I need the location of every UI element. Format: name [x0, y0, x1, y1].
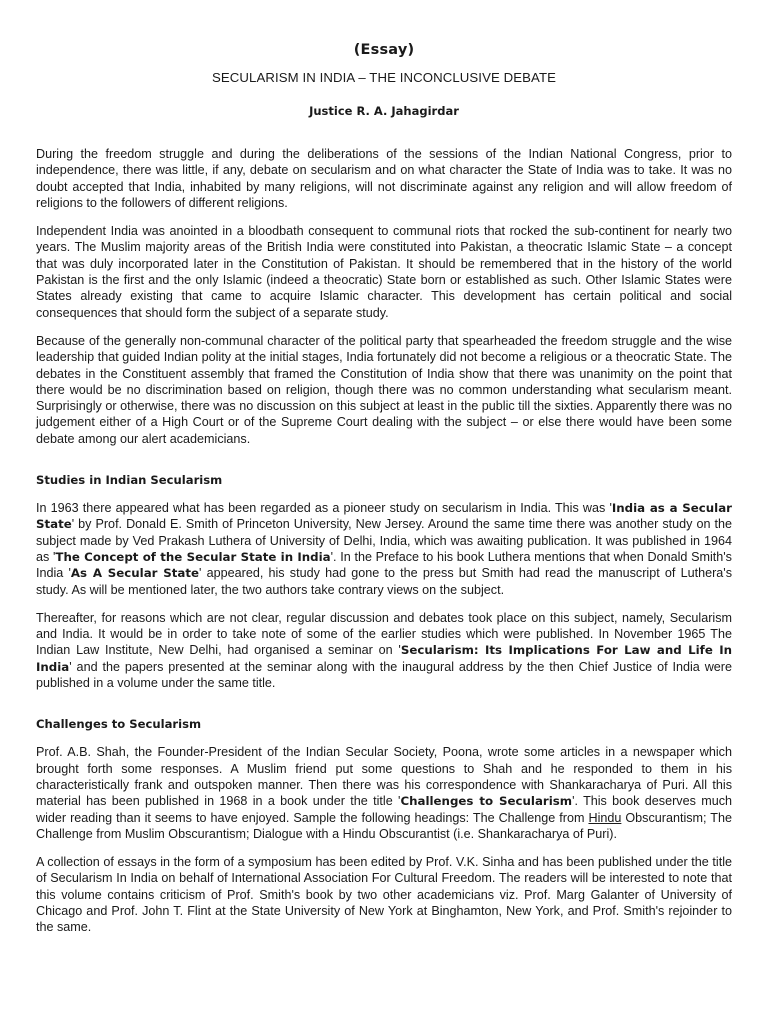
section-heading-studies: Studies in Indian Secularism — [36, 473, 223, 488]
challenges-paragraph-1 — [36, 744, 732, 842]
author-byline: Justice R. A. Jahagirdar — [309, 104, 459, 118]
text-run: Thereafter, for reasons which are not clear, regular discussion and debates took place on this subject, namely, Secularism and India. It would be in order to take note of some of the earlier studies which were published. In November 1965 The Indian Law Institute, New Delhi, had organised a seminar on ' — [36, 610, 732, 658]
hindu-link[interactable]: Hindu — [588, 810, 622, 825]
text-run: Obscurantism; The Challenge from Muslim Obscurantism; Dialogue with a Hindu Obscurantist (i.e. Shankaracharya of Puri). — [36, 810, 733, 841]
seminar-title: Secularism: Its Implications For Law and Life In India — [36, 643, 732, 674]
text-run: Prof. A.B. Shah, the Founder-President of the Indian Secular Society, Poona, wrote some articles in a newspaper which brought forth some responses. A Muslim friend put some questions to Shah and he responded to them in his characteristically frank and outspoken manner. Then there was his correspondence with Shankaracharya of Puri. All this material has been published in 1968 in a book under the title ' — [36, 745, 732, 809]
text-run: ' appeared, his study had gone to the press but Smith had read the manuscript of Luthera's study. As will be mentioned later, the two authors take contrary views on the subject. — [36, 566, 733, 597]
book-title-concept-of-secular-state: The Concept of the Secular State in India — [55, 549, 331, 564]
section-heading-challenges: Challenges to Secularism — [36, 717, 202, 732]
text-run: ' by Prof. Donald E. Smith of Princeton University, New Jersey. Around the same time there was another study on the subject made by Ved Prakash Luthera of University of Delhi, India, which was awaiting publication. It was published in 1964 as ' — [36, 517, 732, 564]
text-run: '. This book deserves much wider reading than it seems to have enjoyed. Sample the following headings: The Challenge from — [36, 794, 733, 825]
page-title: SECULARISM IN INDIA – THE INCONCLUSIVE DEBATE — [211, 70, 557, 85]
challenges-paragraph-2: A collection of essays in the form of a symposium has been edited by Prof. V.K. Sinha and has been published under the title of Secularism In India on behalf of International Association For Cultural Freedom. The readers will be interested to note that this volume contains criticism of Prof. Smith's book by two other academicians viz. Prof. Marg Galanter of University of Chicago and Prof. John T. Flint at the State University of New York at Binghamton, New York, and Prof. Smith's rejoinder to the same. — [36, 855, 732, 935]
intro-paragraph-2: Independent India was anointed in a bloodbath consequent to communal riots that rocked the sub-continent for nearly two years. The Muslim majority areas of the British India were constituted into Pakistan, a theocratic Islamic State – a concept that was duly incorporated later in the Constitution of Pakistan. It should be remembered that in the history of the world Pakistan is the first and the only Islamic (indeed a theocratic) State born or established as such. Other Islamic States were States already existing that came to acquire Islamic character. This development has certain political and social consequences that should form the subject of a separate study. — [36, 224, 732, 320]
studies-paragraph-2 — [36, 610, 732, 691]
intro-paragraph-1: During the freedom struggle and during the deliberations of the sessions of the Indian National Congress, prior to independence, there was little, if any, debate on secularism and on what character the State of India was to take. It was no doubt accepted that India, inhabited by many religions, will not discriminate against any religion and will allow freedom of religions to the followers of different religions. — [36, 147, 732, 210]
book-title-as-a-secular-state: As A Secular State — [70, 566, 200, 581]
intro-paragraph-3: Because of the generally non-communal character of the political party that spearheaded the freedom struggle and the wise leadership that guided Indian polity at the initial stages, India fortunately did not become a religious or a theocratic State. The debates in the Constituent assembly that framed the Constitution of India show that there was unanimity on the point that there would be no discrimination based on religion, though there was no common understanding what secularism meant. Surprisingly or otherwise, there was no discussion on this subject at least in the public till the sixties. Apparently there was no judgement either of a High Court or of the Supreme Court dealing with the subject – or else there would have been some debate among our alert academicians. — [36, 333, 732, 446]
book-title-challenges-to-secularism: Challenges to Secularism — [400, 794, 573, 809]
essay-label: (Essay) — [353, 42, 415, 58]
text-run: ' and the papers presented at the seminar along with the inaugural address by the then Chief Justice of India were published in a volume under the same title. — [36, 659, 732, 691]
studies-paragraph-1 — [36, 500, 732, 598]
book-title-india-as-secular-state: India as a Secular State — [36, 501, 732, 532]
text-run: '. In the Preface to his book Luthera mentions that when Donald Smith's India ' — [36, 549, 732, 581]
text-run: In 1963 there appeared what has been regarded as a pioneer study on secularism in India. This was ' — [36, 501, 612, 516]
